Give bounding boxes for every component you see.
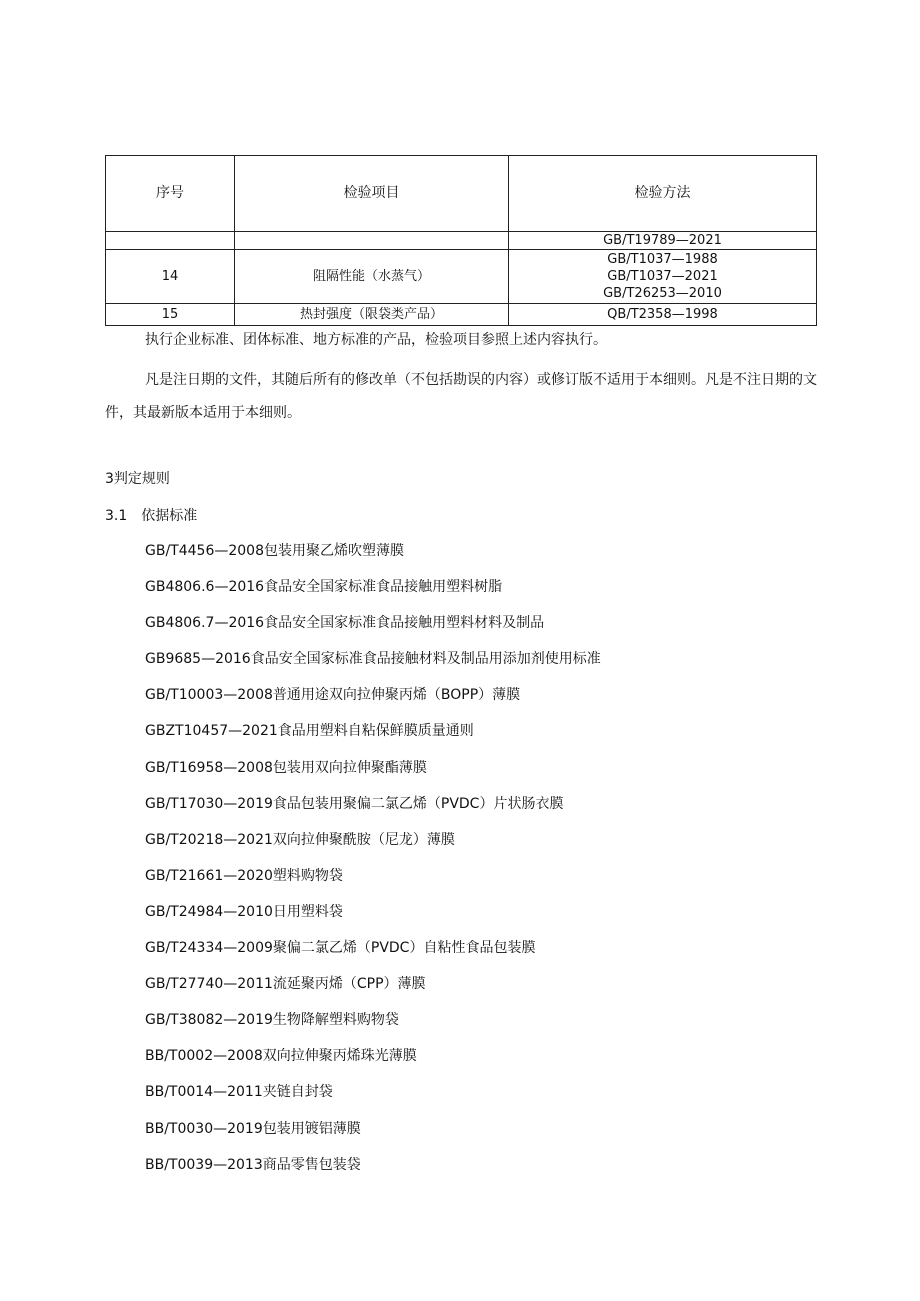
list-item: GB/T24334—2009聚偏二氯乙烯（PVDC）自粘性食品包装膜 <box>145 940 536 957</box>
method-line: GB/T1037—1988 <box>607 252 718 267</box>
cell-no <box>106 232 235 250</box>
list-item: BB/T0039—2013商品零售包装袋 <box>145 1156 361 1173</box>
cell-method <box>509 250 817 304</box>
cell-no: 14 <box>106 250 235 304</box>
table-header-row <box>106 156 817 232</box>
subsection-heading: 3.1 依据标准 <box>105 508 198 524</box>
list-item: GBZT10457—2021食品用塑料自粘保鲜膜质量通则 <box>145 723 474 740</box>
cell-no: 15 <box>106 304 235 326</box>
cell-method <box>509 232 817 250</box>
method-line: GB/T26253—2010 <box>603 286 722 301</box>
list-item: GB4806.6—2016食品安全国家标准食品接触用塑料树脂 <box>145 579 503 596</box>
list-item: GB/T20218—2021双向拉伸聚酰胺（尼龙）薄膜 <box>145 831 455 848</box>
list-item: GB/T4456—2008包装用聚乙烯吹塑薄膜 <box>145 543 404 559</box>
paragraph-standards-note: 执行企业标准、团体标准、地方标准的产品，检验项目参照上述内容执行。 <box>145 332 607 348</box>
cell-item: 热封强度（限袋类产品） <box>235 304 509 326</box>
method-line: GB/T19789—2021 <box>603 233 722 248</box>
method-line: QB/T2358—1998 <box>607 307 718 322</box>
table-row <box>106 232 817 250</box>
list-item: BB/T0030—2019包装用镀铝薄膜 <box>145 1120 361 1137</box>
cell-item: 阻隔性能（水蒸气） <box>235 250 509 304</box>
standards-list <box>145 540 601 1190</box>
list-item: GB/T10003—2008普通用途双向拉伸聚丙烯（BOPP）薄膜 <box>145 687 521 704</box>
list-item: BB/T0002—2008双向拉伸聚丙烯珠光薄膜 <box>145 1048 417 1065</box>
header-inspection-item: 检验项目 <box>235 156 509 232</box>
header-inspection-method: 检验方法 <box>509 156 817 232</box>
cell-item <box>235 232 509 250</box>
list-item: GB/T21661—2020塑料购物袋 <box>145 867 343 884</box>
list-item: GB/T24984—2010日用塑料袋 <box>145 903 343 920</box>
method-line: GB/T1037—2021 <box>607 269 718 284</box>
list-item: GB9685—2016食品安全国家标准食品接触材料及制品用添加剂使用标准 <box>145 651 601 668</box>
table-row <box>106 304 817 326</box>
cell-method <box>509 304 817 326</box>
table-row <box>106 250 817 304</box>
section-heading: 3判定规则 <box>105 471 170 487</box>
header-serial-no: 序号 <box>106 156 235 232</box>
list-item: GB/T16958—2008包装用双向拉伸聚酯薄膜 <box>145 759 427 776</box>
list-item: BB/T0014—2011夹链自封袋 <box>145 1084 333 1101</box>
inspection-table <box>105 155 817 326</box>
list-item: GB/T17030—2019食品包装用聚偏二氯乙烯（PVDC）片状肠衣膜 <box>145 795 564 812</box>
list-item: GB4806.7—2016食品安全国家标准食品接触用塑料材料及制品 <box>145 615 545 632</box>
paragraph-dated-documents: 凡是注日期的文件，其随后所有的修改单（不包括勘误的内容）或修订版不适用于本细则。凡是不注日期的文件，其最新版本适用于本细则。 <box>105 372 817 421</box>
list-item: GB/T38082—2019生物降解塑料购物袋 <box>145 1012 399 1029</box>
list-item: GB/T27740—2011流延聚丙烯（CPP）薄膜 <box>145 976 426 993</box>
